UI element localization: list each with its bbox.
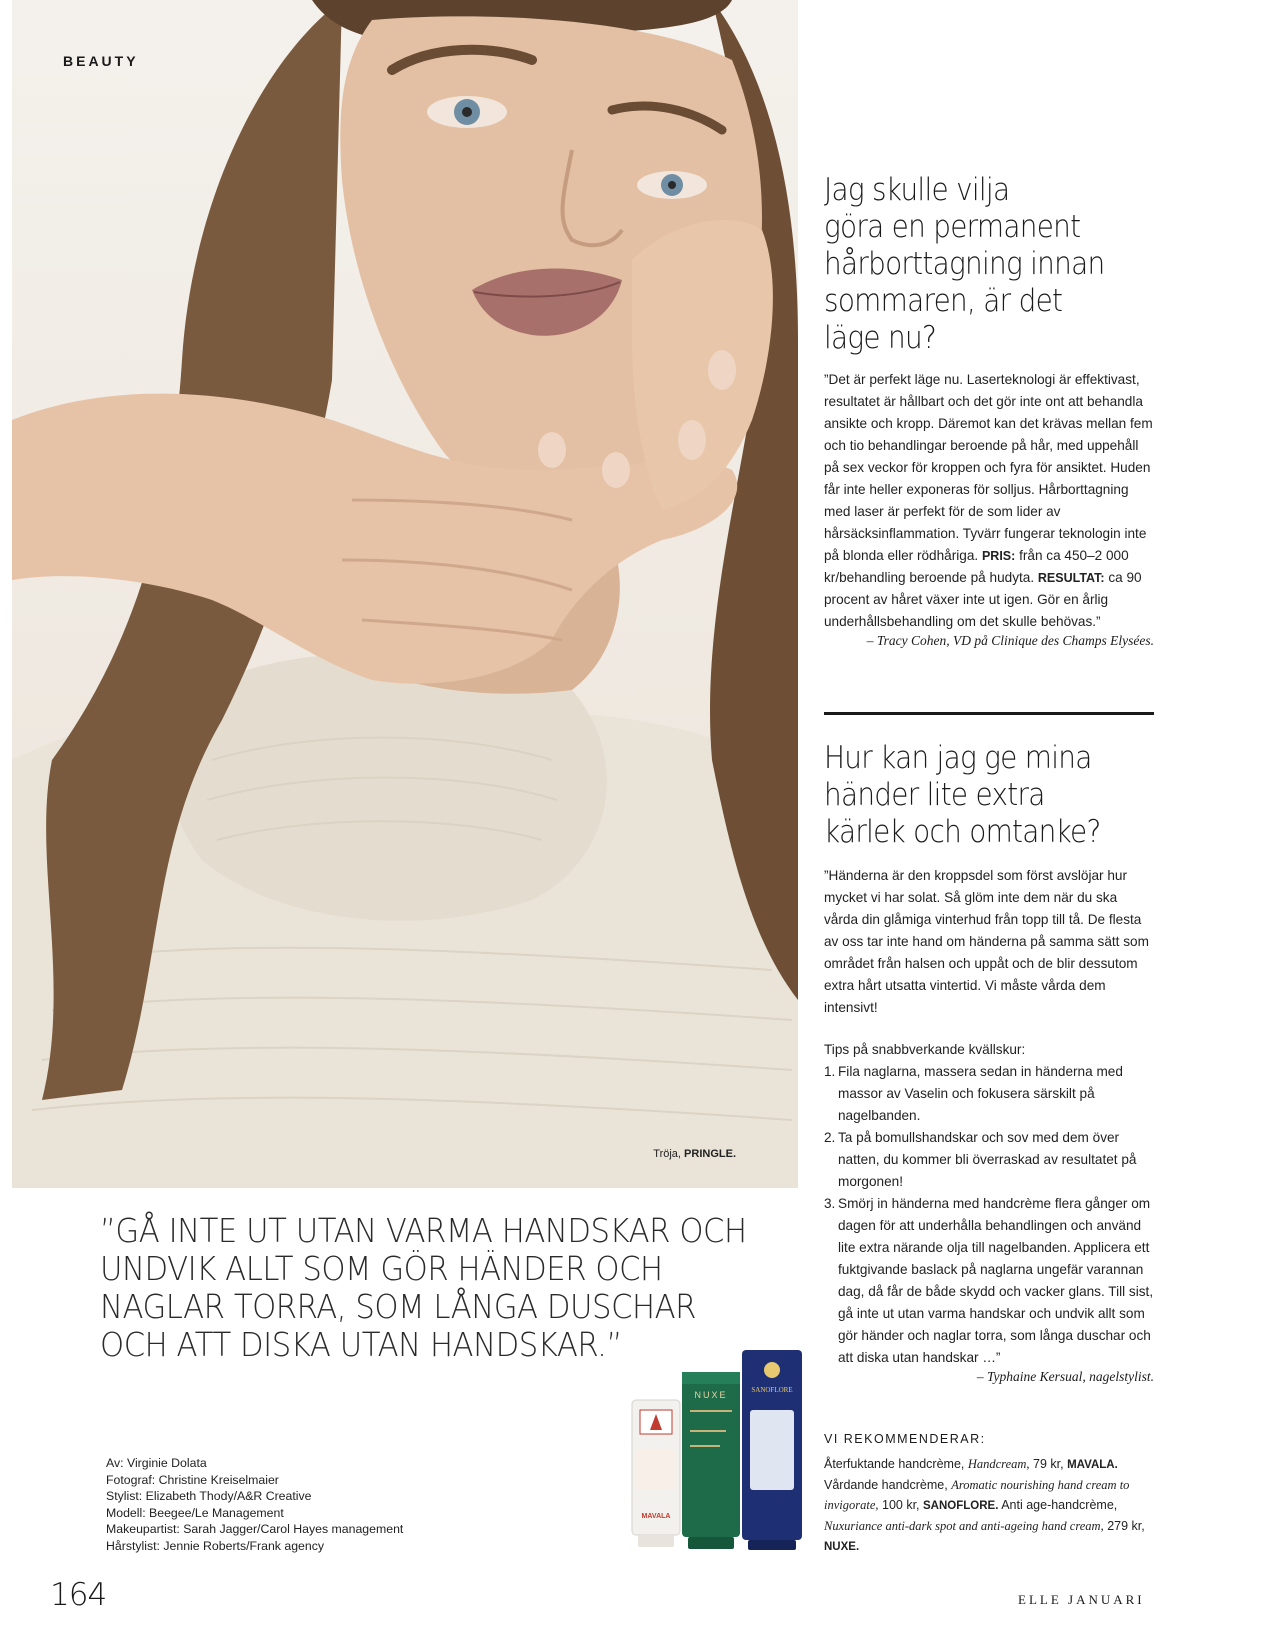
result-label: RESULTAT: xyxy=(1037,571,1105,585)
article1-attribution: – Tracy Cohen, VD på Clinique des Champs Elysées. xyxy=(866,633,1154,648)
reco-product: Handcream, xyxy=(967,1457,1030,1471)
result-text: ca 90 procent av håret växer inte ut igen. Gör en årlig underhållsbehandling om det skulle behövas.” xyxy=(824,570,1142,629)
price-label: PRIS: xyxy=(981,549,1016,563)
portrait-photo xyxy=(12,0,798,1188)
list-item xyxy=(824,1127,1154,1193)
credits xyxy=(106,1455,526,1554)
page-number: 164 xyxy=(50,1577,107,1613)
product-tubes xyxy=(630,1350,810,1550)
price-text: från ca 450–2 000 kr/behandling beroende på hudyta. xyxy=(824,548,1129,585)
tip-text: Ta på bomullshandskar och sov med dem över natten, du kommer bli överraskad av resultatet på morgonen! xyxy=(838,1130,1137,1189)
credit-line: Modell: Beegee/Le Management xyxy=(106,1505,284,1520)
photo-credit-brand: PRINGLE. xyxy=(684,1148,736,1160)
reco-brand: NUXE. xyxy=(824,1541,860,1553)
headline-line: kärlek och omtanke? xyxy=(824,814,1101,850)
article2-attribution: – Typhaine Kersual, nagelstylist. xyxy=(976,1369,1154,1384)
headline-line: Jag skulle vilja xyxy=(824,172,1010,208)
headline-line: Hur kan jag ge mina xyxy=(824,740,1092,776)
article2-headline xyxy=(824,740,1157,851)
reco-desc: Anti age-handcrème, xyxy=(1001,1498,1118,1512)
pull-quote-line: UNDVIK ALLT SOM GÖR HÄNDER OCH xyxy=(100,1249,663,1288)
tips-list xyxy=(824,1061,1154,1369)
tip-text: Fila naglarna, massera sedan in händerna med massor av Vaselin och fokusera särskilt på nagelbanden. xyxy=(838,1064,1123,1123)
credit-line: Fotograf: Christine Kreiselmaier xyxy=(106,1472,279,1487)
nuxe-label: NUXE xyxy=(694,1390,728,1400)
reco-brand: SANOFLORE. xyxy=(923,1500,999,1512)
reco-product: Aromatic nourishing hand cream to invigorate, xyxy=(824,1478,1130,1512)
reco-product: Nuxuriance anti-dark spot and anti-ageing hand cream, xyxy=(824,1519,1104,1533)
reco-price: 79 kr, xyxy=(1033,1457,1064,1471)
photo-credit xyxy=(626,1148,736,1160)
portrait-illustration xyxy=(12,0,798,1188)
credit-line: Stylist: Elizabeth Thody/A&R Creative xyxy=(106,1489,312,1503)
product-image xyxy=(630,1350,810,1550)
headline-line: läge nu? xyxy=(824,320,937,356)
recommendations-title: VI REKOMMENDERAR: xyxy=(824,1432,986,1446)
headline-line: hårborttagning innan xyxy=(824,246,1105,282)
list-item xyxy=(824,1193,1154,1369)
nuxe-tube xyxy=(682,1372,740,1549)
tip-text: Smörj in händerna med handcrème flera gånger om dagen för att underhålla behandlingen och använd lite extra närande olja till nagelbanden. Applicera ett fuktgivande baslack på naglarna ungefär varannan dag, då får de både skydd och vacker glans. Till sist, gå inte ut utan varma handskar och undvik allt som gör händer och naglar torra, som långa duschar och att diska utan handskar …” xyxy=(838,1196,1154,1365)
tip-number: 3. xyxy=(824,1196,836,1211)
tips-title: Tips på snabbverkande kvällskur: xyxy=(824,1042,1026,1057)
reco-price: 279 kr, xyxy=(1107,1519,1145,1533)
section-label: BEAUTY xyxy=(63,53,139,69)
reco-desc: Vårdande handcrème, xyxy=(824,1478,948,1492)
pull-quote xyxy=(100,1212,751,1364)
pull-quote-line: ”GÅ INTE UT UTAN VARMA HANDSKAR OCH xyxy=(100,1211,747,1250)
credit-line: Av: Virginie Dolata xyxy=(106,1456,207,1470)
reco-brand: MAVALA. xyxy=(1067,1459,1118,1471)
headline-line: sommaren, är det xyxy=(824,283,1063,319)
article2-body: ”Händerna är den kroppsdel som först avslöjar hur mycket vi har solat. Så glöm inte dem när du ska vårda din glåmiga vinterhud från topp till tå. De flesta av oss tar inte hand om händerna på samma sätt som området från halsen och uppåt och de blir dessutom extra hårt utsatta vintertid. Vi måste vårda dem intensivt! xyxy=(824,868,1149,1015)
reco-desc: Återfuktande handcrème, xyxy=(824,1457,965,1471)
headline-line: göra en permanent xyxy=(824,209,1081,245)
mavala-tube xyxy=(632,1400,680,1547)
article-laser-hair-removal xyxy=(824,172,1154,649)
magazine-footer: ELLE JANUARI xyxy=(1018,1592,1145,1607)
pull-quote-line: OCH ATT DISKA UTAN HANDSKAR.” xyxy=(100,1325,622,1364)
article1-body xyxy=(824,369,1154,633)
recommendation-item xyxy=(824,1454,1154,1557)
sanoflore-label: SANOFLORE xyxy=(751,1386,793,1394)
reco-price: 100 kr, xyxy=(882,1498,920,1512)
article1-headline xyxy=(824,172,1157,357)
credit-line: Makeupartist: Sarah Jagger/Carol Hayes management xyxy=(106,1522,404,1536)
photo-credit-prefix: Tröja, xyxy=(653,1148,681,1160)
pull-quote-line: NAGLAR TORRA, SOM LÅNGA DUSCHAR xyxy=(100,1287,697,1326)
headline-line: händer lite extra xyxy=(824,777,1045,813)
article1-body-text: ”Det är perfekt läge nu. Laserteknologi är effektivast, resultatet är hållbart och det gör inte ont att behandla ansikte och kropp. Däremot kan det krävas mellan fem och tio behandlingar beroende på hår, med uppehåll på sex veckor för kroppen och fyra för ansiktet. Huden får inte heller exponeras för solljus. Hårborttagning med laser är perfekt för de som lider av hårsäcksinflammation. Tyvärr fungerar teknologin inte på blonda eller rödhåriga. xyxy=(824,372,1153,563)
article-hand-care xyxy=(824,740,1154,1385)
tip-number: 2. xyxy=(824,1130,836,1145)
credit-line: Hårstylist: Jennie Roberts/Frank agency xyxy=(106,1538,325,1553)
recommendations xyxy=(824,1432,1154,1557)
section-divider xyxy=(824,712,1154,715)
list-item xyxy=(824,1061,1154,1127)
tip-number: 1. xyxy=(824,1064,836,1079)
mavala-label: MAVALA xyxy=(641,1513,671,1520)
sanoflore-tube xyxy=(742,1350,802,1550)
